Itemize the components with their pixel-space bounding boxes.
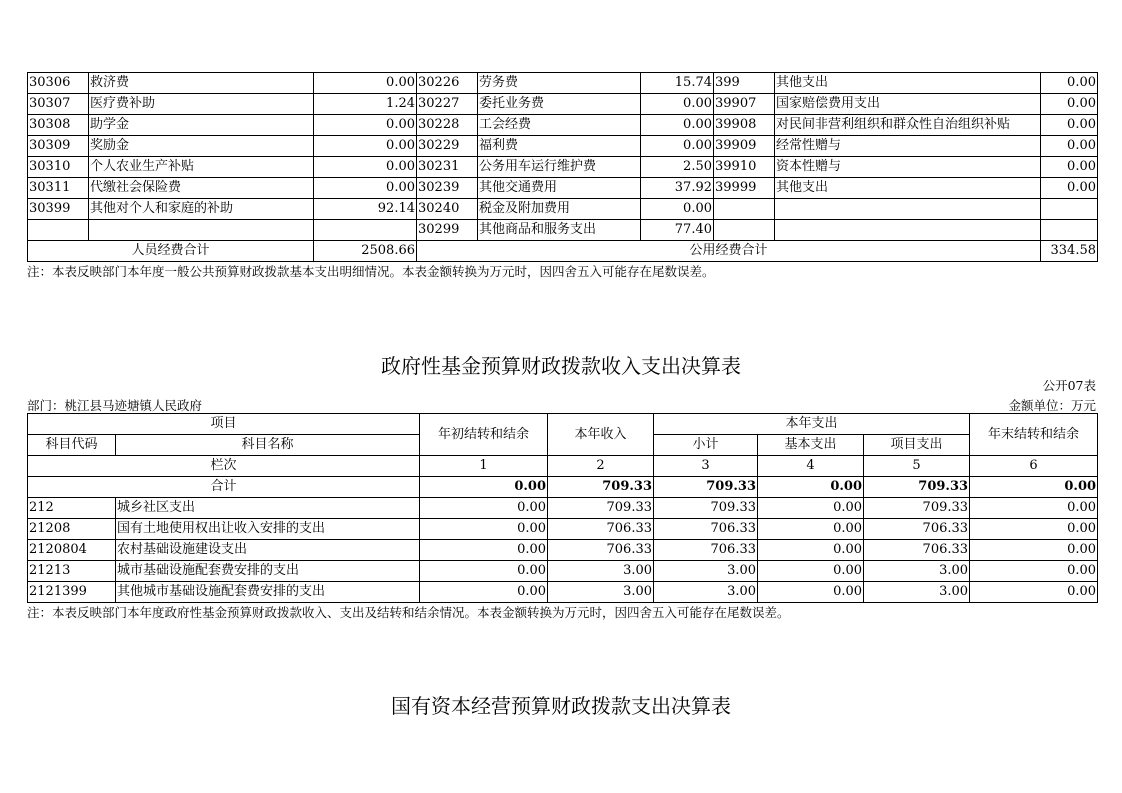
table-cell: 0.00 — [314, 136, 417, 157]
table-cell: 30306 — [28, 73, 89, 94]
table-cell: 30226 — [417, 73, 478, 94]
table-cell: 15.74 — [641, 73, 714, 94]
table-cell: 39908 — [714, 115, 775, 136]
column-number: 3 — [654, 456, 758, 477]
table-cell: 其他支出 — [775, 73, 1041, 94]
table-cell — [714, 199, 775, 220]
subject-code: 2121399 — [28, 582, 116, 603]
table-cell: 税金及附加费用 — [478, 199, 641, 220]
table-cell: 30399 — [28, 199, 89, 220]
header-code: 科目代码 — [28, 435, 116, 456]
table-cell: 奖励金 — [89, 136, 314, 157]
table-cell: 1.24 — [314, 94, 417, 115]
table-cell — [1041, 220, 1098, 241]
table-cell: 30227 — [417, 94, 478, 115]
table-cell: 0.00 — [1041, 94, 1098, 115]
table-cell: 30239 — [417, 178, 478, 199]
table-cell: 0.00 — [1041, 115, 1098, 136]
table-cell: 0.00 — [641, 199, 714, 220]
table-cell — [714, 220, 775, 241]
table-cell: 39907 — [714, 94, 775, 115]
fund-table — [27, 413, 1098, 603]
header-item: 项目 — [28, 414, 420, 435]
table-cell: 救济费 — [89, 73, 314, 94]
amount-cell: 0.00 — [970, 561, 1098, 582]
table-cell: 其他对个人和家庭的补助 — [89, 199, 314, 220]
public-total-label: 公用经费合计 — [417, 241, 1041, 262]
amount-cell: 0.00 — [758, 582, 864, 603]
table-cell: 0.00 — [641, 136, 714, 157]
table-cell: 福利费 — [478, 136, 641, 157]
amount-cell: 0.00 — [970, 540, 1098, 561]
table-row — [28, 220, 1098, 241]
amount-cell: 709.33 — [654, 498, 758, 519]
table-row — [28, 157, 1098, 178]
table-cell: 其他支出 — [775, 178, 1041, 199]
table-cell: 0.00 — [641, 115, 714, 136]
column-number-label: 栏次 — [28, 456, 420, 477]
table-row — [28, 178, 1098, 199]
grand-total-value: 709.33 — [548, 477, 654, 498]
table-cell: 医疗费补助 — [89, 94, 314, 115]
amount-cell: 706.33 — [864, 519, 970, 540]
public-total-value: 334.58 — [1041, 241, 1098, 262]
table-cell: 0.00 — [314, 73, 417, 94]
amount-cell: 0.00 — [420, 561, 548, 582]
amount-cell: 706.33 — [548, 519, 654, 540]
table-cell: 0.00 — [1041, 157, 1098, 178]
header-project: 项目支出 — [864, 435, 970, 456]
table-cell: 30299 — [417, 220, 478, 241]
table-row — [28, 94, 1098, 115]
table-cell — [1041, 199, 1098, 220]
table-row — [28, 519, 1098, 540]
table-cell: 0.00 — [314, 157, 417, 178]
amount-cell: 3.00 — [654, 582, 758, 603]
table-row — [28, 115, 1098, 136]
table-cell: 77.40 — [641, 220, 714, 241]
table-row — [28, 561, 1098, 582]
table-cell: 30308 — [28, 115, 89, 136]
table-row — [28, 540, 1098, 561]
column-number: 5 — [864, 456, 970, 477]
state-capital-table-title: 国有资本经营预算财政拨款支出决算表 — [391, 694, 731, 718]
amount-cell: 0.00 — [970, 519, 1098, 540]
header-income: 本年收入 — [548, 414, 654, 456]
amount-cell: 0.00 — [420, 519, 548, 540]
grand-total-value: 709.33 — [864, 477, 970, 498]
table-cell: 工会经费 — [478, 115, 641, 136]
header-row-1 — [28, 414, 1098, 435]
table-row — [28, 199, 1098, 220]
table-cell: 30229 — [417, 136, 478, 157]
subject-code: 21213 — [28, 561, 116, 582]
table-cell: 助学金 — [89, 115, 314, 136]
table-row — [28, 136, 1098, 157]
amount-cell: 706.33 — [548, 540, 654, 561]
table-cell: 0.00 — [1041, 178, 1098, 199]
table-cell: 37.92 — [641, 178, 714, 199]
table-cell: 30228 — [417, 115, 478, 136]
section2-note: 注：本表反映部门本年度政府性基金预算财政拨款收入、支出及结转和结余情况。本表金额转换为万元时，因四舍五入可能存在尾数误差。 — [27, 605, 790, 620]
header-closing: 年末结转和结余 — [970, 414, 1098, 456]
table-cell: 30311 — [28, 178, 89, 199]
grand-total-row — [28, 477, 1098, 498]
table-cell — [89, 220, 314, 241]
totals-row — [28, 241, 1098, 262]
subject-name: 农村基础设施建设支出 — [116, 540, 420, 561]
grand-total-label: 合计 — [28, 477, 420, 498]
amount-cell: 3.00 — [864, 582, 970, 603]
personnel-total-label: 人员经费合计 — [28, 241, 314, 262]
amount-cell: 0.00 — [420, 582, 548, 603]
amount-cell: 0.00 — [970, 582, 1098, 603]
amount-cell: 3.00 — [548, 582, 654, 603]
amount-unit: 金额单位：万元 — [1008, 398, 1096, 413]
table-row — [28, 73, 1098, 94]
table-cell: 0.00 — [314, 178, 417, 199]
subject-name: 城乡社区支出 — [116, 498, 420, 519]
grand-total-value: 0.00 — [758, 477, 864, 498]
table-cell: 399 — [714, 73, 775, 94]
table-cell: 劳务费 — [478, 73, 641, 94]
table-cell: 39999 — [714, 178, 775, 199]
subject-code: 2120804 — [28, 540, 116, 561]
amount-cell: 709.33 — [864, 498, 970, 519]
table-cell: 0.00 — [1041, 73, 1098, 94]
table-cell: 30240 — [417, 199, 478, 220]
table-cell — [775, 199, 1041, 220]
column-number: 1 — [420, 456, 548, 477]
amount-cell: 0.00 — [758, 498, 864, 519]
table-cell: 委托业务费 — [478, 94, 641, 115]
column-number: 6 — [970, 456, 1098, 477]
table-cell: 30307 — [28, 94, 89, 115]
table-cell — [28, 220, 89, 241]
department: 部门：桃江县马迹塘镇人民政府 — [27, 398, 203, 413]
fund-table-title: 政府性基金预算财政拨款收入支出决算表 — [381, 354, 741, 378]
grand-total-value: 0.00 — [420, 477, 548, 498]
subject-code: 21208 — [28, 519, 116, 540]
table-row — [28, 498, 1098, 519]
amount-cell: 0.00 — [758, 540, 864, 561]
amount-cell: 706.33 — [654, 519, 758, 540]
table-cell: 资本性赠与 — [775, 157, 1041, 178]
table-cell: 对民间非营利组织和群众性自治组织补贴 — [775, 115, 1041, 136]
form-code: 公开07表 — [1042, 378, 1096, 393]
column-number-row — [28, 456, 1098, 477]
section1-note: 注：本表反映部门本年度一般公共预算财政拨款基本支出明细情况。本表金额转换为万元时，因四舍五入可能存在尾数误差。 — [27, 264, 715, 279]
grand-total-value: 709.33 — [654, 477, 758, 498]
table-row — [28, 582, 1098, 603]
subject-name: 国有土地使用权出让收入安排的支出 — [116, 519, 420, 540]
table-cell — [775, 220, 1041, 241]
table-cell: 经常性赠与 — [775, 136, 1041, 157]
personnel-total-value: 2508.66 — [314, 241, 417, 262]
grand-total-value: 0.00 — [970, 477, 1098, 498]
amount-cell: 706.33 — [864, 540, 970, 561]
basic-expense-table — [27, 72, 1098, 262]
amount-cell: 709.33 — [548, 498, 654, 519]
table-cell: 国家赔偿费用支出 — [775, 94, 1041, 115]
amount-cell: 0.00 — [970, 498, 1098, 519]
table-cell: 代缴社会保险费 — [89, 178, 314, 199]
table-cell: 30309 — [28, 136, 89, 157]
amount-cell: 3.00 — [548, 561, 654, 582]
table-cell: 0.00 — [641, 94, 714, 115]
table-cell: 个人农业生产补贴 — [89, 157, 314, 178]
amount-cell: 3.00 — [864, 561, 970, 582]
table-cell: 其他商品和服务支出 — [478, 220, 641, 241]
column-number: 4 — [758, 456, 864, 477]
amount-cell: 0.00 — [420, 498, 548, 519]
subject-code: 212 — [28, 498, 116, 519]
header-name: 科目名称 — [116, 435, 420, 456]
table-cell: 92.14 — [314, 199, 417, 220]
column-number: 2 — [548, 456, 654, 477]
table-cell: 其他交通费用 — [478, 178, 641, 199]
table-cell: 39910 — [714, 157, 775, 178]
table-cell — [314, 220, 417, 241]
amount-cell: 0.00 — [420, 540, 548, 561]
amount-cell: 0.00 — [758, 519, 864, 540]
amount-cell: 3.00 — [654, 561, 758, 582]
table-cell: 0.00 — [314, 115, 417, 136]
amount-cell: 0.00 — [758, 561, 864, 582]
header-basic: 基本支出 — [758, 435, 864, 456]
table-cell: 30310 — [28, 157, 89, 178]
subject-name: 其他城市基础设施配套费安排的支出 — [116, 582, 420, 603]
subject-name: 城市基础设施配套费安排的支出 — [116, 561, 420, 582]
header-expense: 本年支出 — [654, 414, 970, 435]
header-opening: 年初结转和结余 — [420, 414, 548, 456]
table-cell: 39909 — [714, 136, 775, 157]
table-cell: 30231 — [417, 157, 478, 178]
table-cell: 0.00 — [1041, 136, 1098, 157]
table-cell: 2.50 — [641, 157, 714, 178]
amount-cell: 706.33 — [654, 540, 758, 561]
table-cell: 公务用车运行维护费 — [478, 157, 641, 178]
header-subtotal: 小计 — [654, 435, 758, 456]
